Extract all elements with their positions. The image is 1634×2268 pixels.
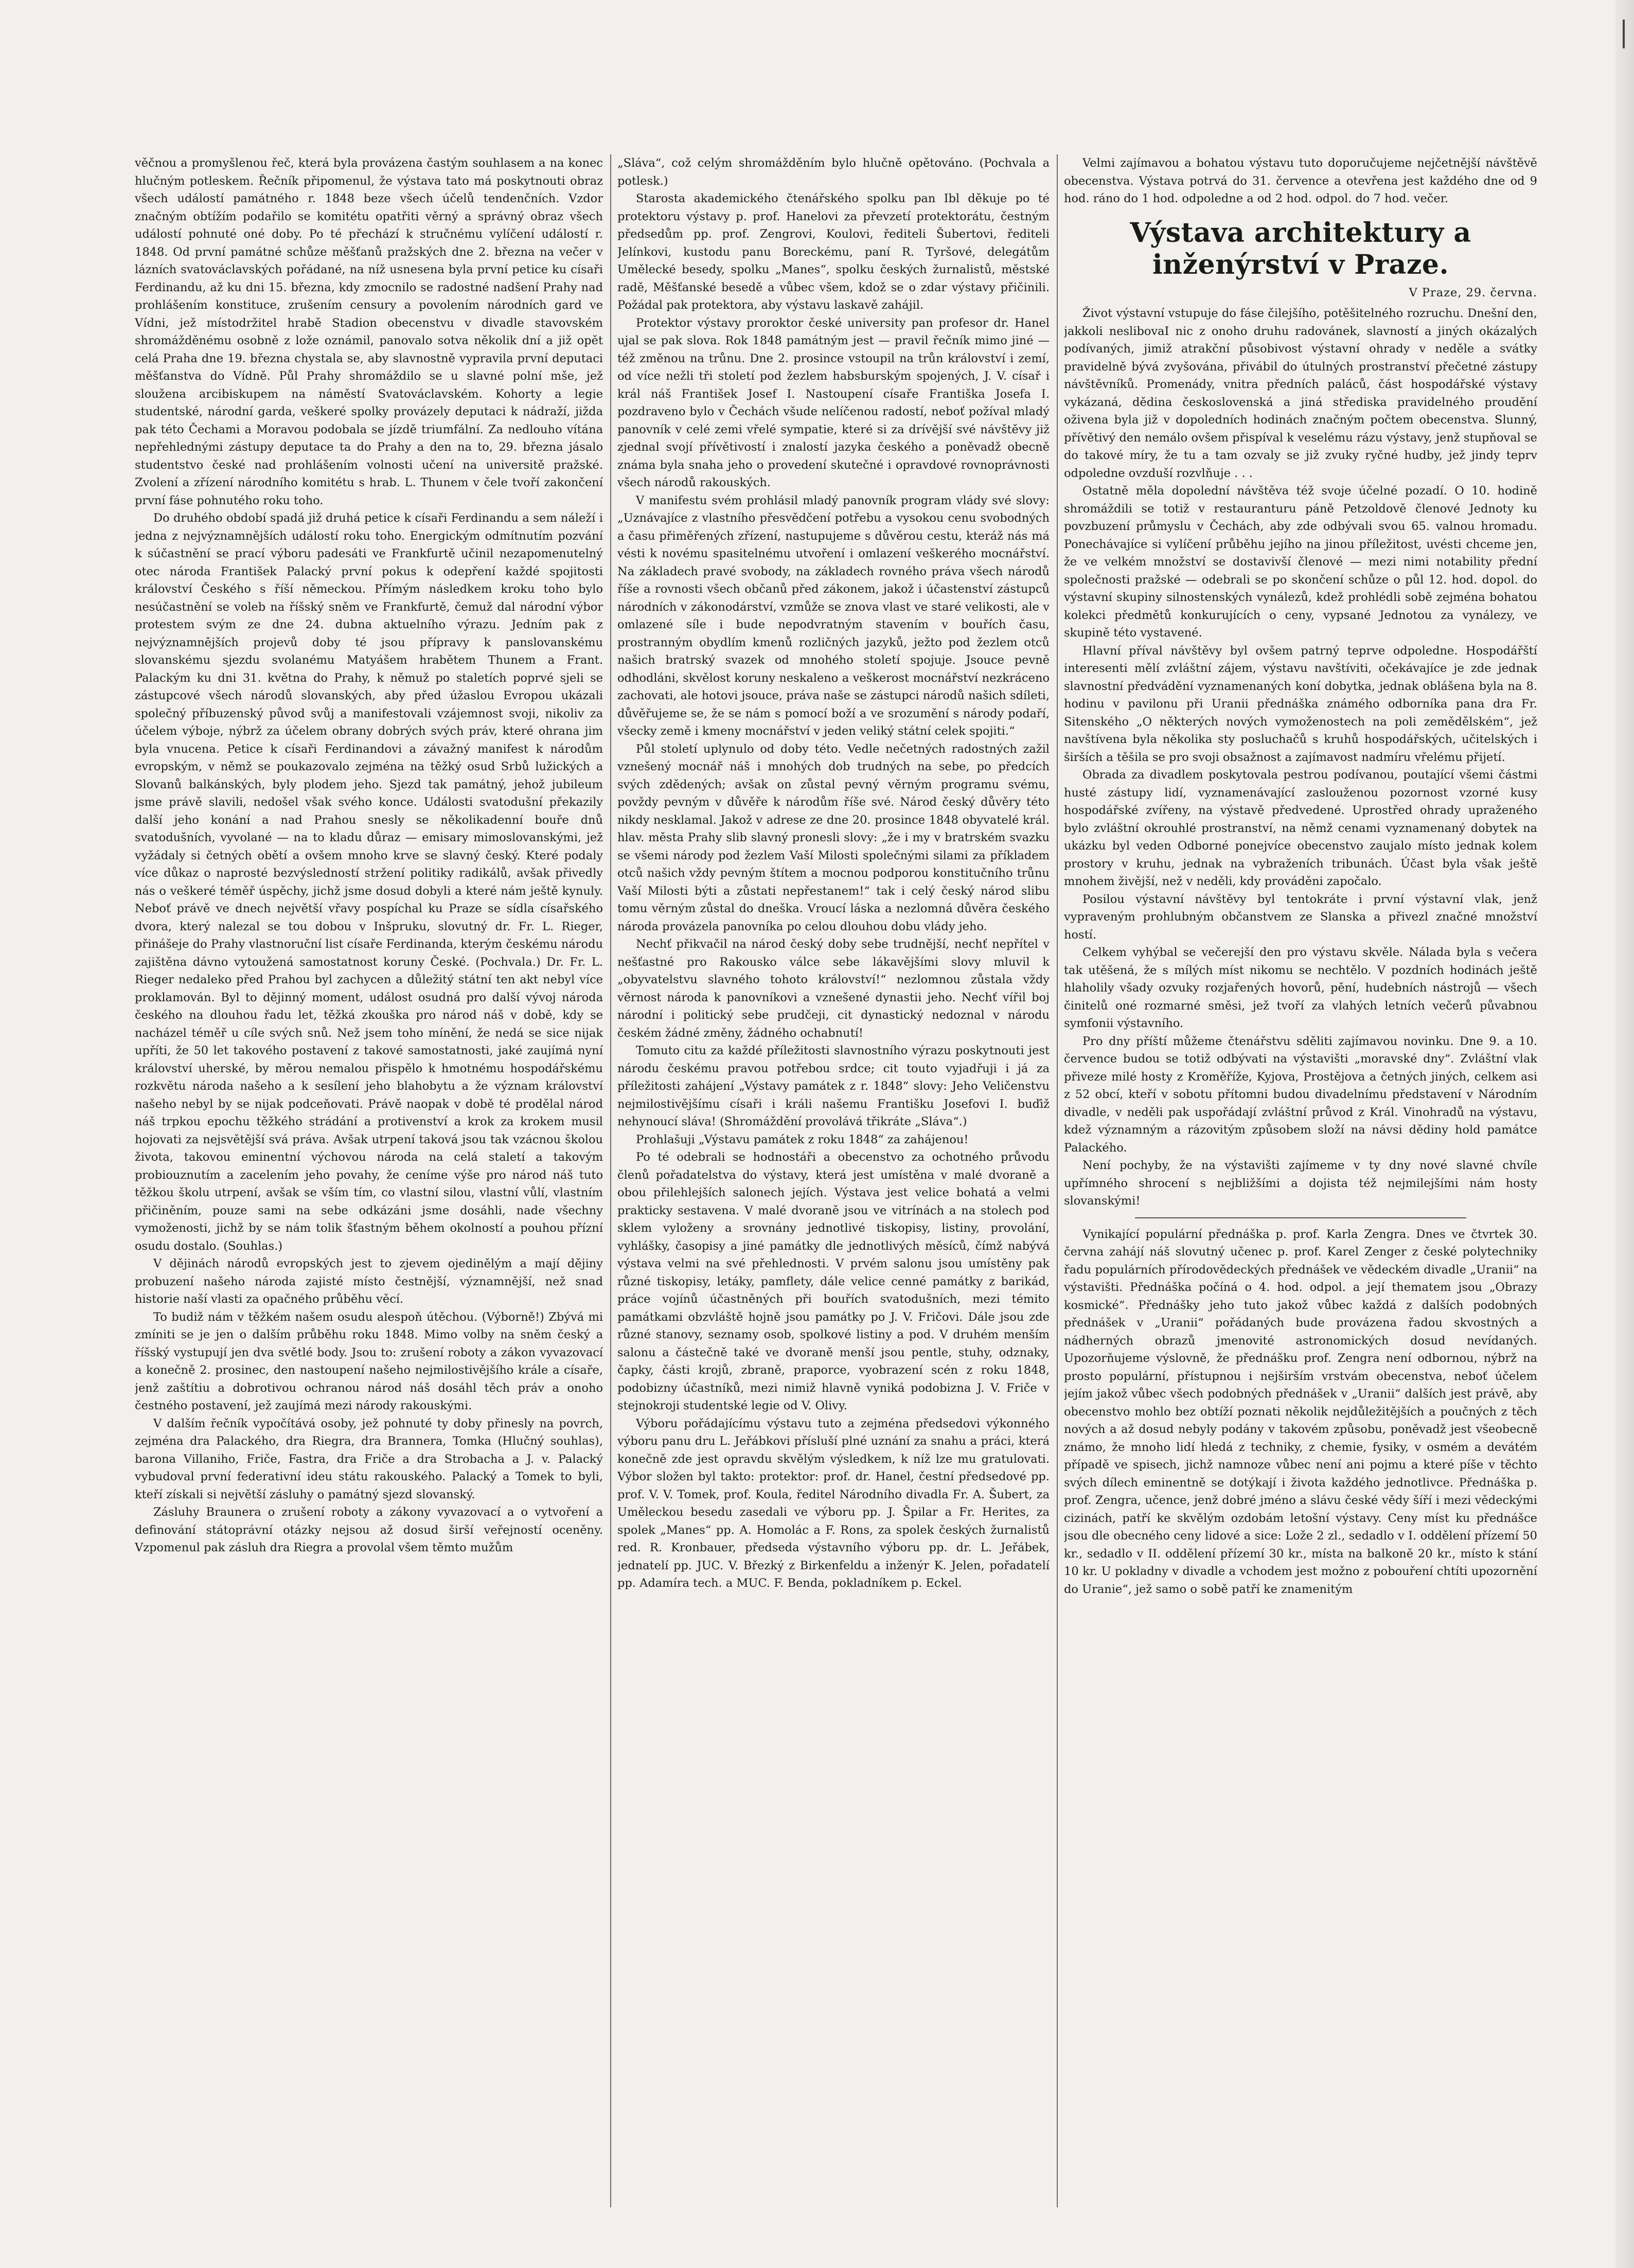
paragraph: Ostatně měla dopolední návštěva též svoje účelné pozadí. O 10. hodině shromáždili se totiž v restauranturu páně Petzoldově členové Jednoty ku povzbuzení průmyslu v Čechách, aby zde odbývali svou 65. valnou hromadu. Ponechávajíce si vylíčení průběhu jejího na jinou příležitost, uvésti chceme jen, že ve velkém množství se dostavivší členové — mezi nimi notability přední společnosti pražské — odebrali se po skončení schůze o půl 12. hod. dopol. do výstavní skupiny silnostenských vynálezů, kdež prohlédli sobě zejména bohatou kolekci předmětů konkurujících o ceny, vypsané Jednotou za vynálezy, ve skupině této vystavené. — [1064, 484, 1537, 640]
article-dateline: V Praze, 29. června. — [1409, 286, 1537, 299]
paragraph: Po té odebrali se hodnostáři a obecenstvo za ochotného průvodu členů pořadatelstva do výstavy, která jest umístěna v malé dvoraně a obou přilehlejších salonech jejích. Výstava jest velice bohatá a velmi prakticky sestavena. V malé dvoraně jsou ve vitrínách a na stolech pod sklem vyloženy a srovnány jednotlivé tiskopisy, listiny, provolání, vyhlášky, časopisy a jiné památky dle jednotlivých měsíců, čímž nabývá výstava velmi na své přehlednosti. V prvém salonu jsou umístěny pak různé tiskopisy, letáky, pamflety, dále velice cenné památky z barikád, práce vojínů účastněných při bouřích svatodušních, mezi témito památkami obzvláště hojně jsou památky po J. V. Fričovi. Dále jsou zde různé stanovy, seznamy osob, spolkové listiny a pod. V druhém menším salonu a částečně také ve dvoraně menší jsou pentle, stuhy, odznaky, čapky, části krojů, zbraně, praporce, vyobrazení scén z roku 1848, podobizny účastníků, mezi nimiž hlavně vyniká podobizna J. V. Friče v stejnokroji studentské legie od V. Olivy. — [617, 1150, 1050, 1412]
article-headline: Výstava architektury a inženýrství v Praze. — [1130, 217, 1471, 280]
paragraph: věčnou a promyšlenou řeč, která byla provázena častým souhlasem a na konec hlučným potleskem. Řečník připomenul, že výstava tato má poskytnouti obraz všech událostí památného r. 1848 beze všech účelů tendenčních. Vzdor značným obtížím podařilo se komitétu opatřiti věrný a správný obraz všech událostí pohnuté oné doby. Po té přechází k stručnému vylíčení událostí r. 1848. Od první památné schůze měšťanů pražských dne 2. března na večer v lázních svatováclavských pořádané, na níž usnesena byla první petice ku císaři Ferdinandu, až ku dni 15. března, kdy zmocnilo se radostné nadšení Prahy nad prohlášením konstituce, zrušením censury a povolením národních gard ve Vídni, jež místodržitel hrabě Stadion obecenstvu v divadle stavovském shromážděnému osobně z lože oznámil, panovalo sotva několik dní a již opět celá Praha dne 19. března chystala se, aby slavnostně vypravila první deputaci měšťanstva do Vídně. Půl Prahy shromáždilo se u slavné polní mše, jež sloužena arcibiskupem na náměstí Svatováclavském. Kohorty a legie studentské, národní garda, veškeré spolky provázely deputaci k nádraží, jižda pak této Čechami a Moravou podobala se jízdě triumfální. Za nedlouho vítána nepřehlednými zástupy deputace ta do Prahy a den na to, 29. března jásalo studentstvo české nad prohlášením volnosti učení na universitě pražské. Zvolení a zřízení národního komitétu s hrab. L. Thunem v čele tvoří zakončení první fáse pohnutého roku toho. — [135, 156, 603, 507]
paragraph: Nechť přikvačil na národ český doby sebe trudnější, nechť nepřítel v nešťastné pro Rakousko válce sebe lákavějšími slovy mluvil k „obyvatelstvu slavného tohoto království!“ nezlomnou zůstala vždy věrnost národa k panovníkovi a vznešené dynastii jeho. Nechť vířil boj národní i politický sebe prudčeji, cit dynastický nedoznal v národu českém žádné změny, žádného ochabnutí! — [617, 937, 1050, 1040]
paragraph: „Sláva“, což celým shromážděním bylo hlučně opětováno. (Pochvala a potlesk.) — [617, 156, 1050, 188]
column-divider — [1057, 154, 1058, 2207]
paragraph: Protektor výstavy proroktor české university pan profesor dr. Hanel ujal se pak slova. Rok 1848 památným jest — pravil řečník mimo jiné — též změnou na trůnu. Dne 2. prosince vstoupil na trůn království i zemí, od více nežli tři století pod žezlem habsburským spojených, J. V. císař i král náš František Josef I. Nastoupení císaře Františka Josefa I. pozdraveno bylo v Čechách všude nelíčenou radostí, neboť požíval mladý panovník v celé zemi vřelé sympatie, které si za drívější své návštěvy již zjednal svojí přívětivostí i znalostí jazyka českého a poněvadž obecně známa byla snaha jeho o provedení skutečné i opravdové rovnoprávnosti všech národů rakouských. — [617, 316, 1050, 489]
edge-mark — [1623, 20, 1625, 48]
paragraph: Pro dny příští můžeme čtenářstvu sděliti zajímavou novinku. Dne 9. a 10. července budou se totiž odbývati na výstavišti „moravské dny“. Zvláštní vlak přiveze milé hosty z Kroměříže, Kyjova, Prostějova a četných jiných, celkem asi z 52 obcí, kteří v sobotu přítomni budou divadelnímu představení v Národním divadle, v neděli pak uspořádají zvláštní průvod z Král. Vinohradů na výstavu, kdež významným a rázovitým způsobem složí na návsi dědiny hold památce Palackého. — [1064, 1034, 1537, 1155]
paragraph: Velmi zajímavou a bohatou výstavu tuto doporučujeme nejčetnější návštěvě obecenstva. Výstava potrvá do 31. července a otevřena jest každého dne od 9 hod. ráno do 1 hod. odpoledne a od 2 hod. odpol. do 7 hod. večer. — [1064, 156, 1537, 205]
section-rule — [1135, 1217, 1466, 1218]
paragraph: Není pochyby, že na výstavišti zajímeme v ty dny nové slavné chvíle upřímného shrocení s nejbližšími a dojista též nejmilejšími nám hosty slovanskými! — [1064, 1159, 1537, 1208]
paragraph: Půl století uplynulo od doby této. Vedle nečetných radostných zažil vznešený mocnář náš i mnohých dob trudných na sebe, po předcích svých zdědených; avšak on zůstal pevný věrným programu svému, povždy pevným v důvěře k národům říše své. Národ český důvěry této nikdy nesklamal. Jakož v adrese ze dne 20. prosince 1848 obyvatelé král. hlav. města Prahy slib slavný pronesli slovy: „že i my v bratrském svazku se všemi národy pod žezlem Vaší Milosti společnými silami za příkladem otců našich vždy pevným štítem a mocnou podporou konstitučního trůnu Vaší Milosti býti a zůstati nepřestanem!“ tak i celý český národ slibu tomu věrným zůstal do dneška. Vroucí láska a nezlomná důvěra českého národa provázela panovníka po celou dlouhou dobu vlády jeho. — [617, 742, 1050, 933]
paragraph: V manifestu svém prohlásil mladý panovník program vlády své slovy: „Uznávajíce z vlastního přesvědčení potřebu a vysokou cenu svobodných a času přiměřených zřízení, nastupujeme s důvěrou cestu, kteráž nás má vésti k novému spasitelnému utvoření i omlazení veškerého mocnářství. Na základech pravé svobody, na základech rovného práva všech národů říše a rovnosti všech občanů před zákonem, jakož i účastenství zástupců národních v zákonodárství, vzmůže se znova vlast ve staré velikosti, ale v omlazené síle i bude nepodvratným stavením v bouřích času, prostranným obydlím kmenů rozličných jazyků, ježto pod žezlem otců našich bratrský svazek od mnohého století spojuje. Jsouce pevně odhodláni, skvělost koruny neskaleno a veškerost mocnářství nezkráceno zachovati, ale hotovi jsouce, práva naše se zástupci národů našich sdíleti, důvěřujeme se, že se nám s pomocí boží a ve srozumění s národy podaří, všecky země i kmeny mocnářství v jeden veliký státní celek spojiti.“ — [617, 493, 1050, 738]
paragraph: Tomuto citu za každé příležitosti slavnostního výrazu poskytnouti jest národu českému pravou potřebou srdce; cit touto vyjadřuji i já za příležitosti zahájení „Výstavy památek z r. 1848“ slovy: Jeho Veličenstvu nejmilostivějšímu císaři i králi našemu Františku Josefovi I. buďiž nehynoucí sláva! (Shromáždění provolává třikráte „Sláva“.) — [617, 1044, 1050, 1128]
paragraph: Starosta akademického čtenářského spolku pan Ibl děkuje po té protektoru výstavy p. prof. Hanelovi za převzetí protektorátu, čestným předsedům pp. prof. Zengrovi, Koulovi, řediteli Šubertovi, řediteli Jelínkovi, kustodu panu Boreckému, paní R. Tyršové, delegátům Umělecké besedy, spolku „Manes“, spolku českých žurnalistů, městské radě, Měšťanské besedě a vůbec všem, kdož se o zdar výstavy přičinili. Požádal pak protektora, aby výstavu laskavě zahájil. — [617, 192, 1050, 312]
paragraph: To budiž nám v těžkém našem osudu alespoň útěchou. (Výborně!) Zbývá mi zmíniti se je jen o dalším průběhu roku 1848. Mimo volby na sněm český a říšský vystupují jen dva světlé body. Jsou to: zrušení roboty a zákon vyvazovací a konečně 2. prosinec, den nastoupení našeho nejmilostivějšího krále a císaře, jenž zaštítiu a dobrotivou ochranou národ náš dosáhl těch práv a onoho čestného postavení, jež zaujímá mezi národy rakouskými. — [135, 1310, 603, 1412]
paragraph: V dějinách národů evropských jest to zjevem ojedinělým a mají dějiny probuzení našeho národa zajisté místo čestnější, významnější, než snad historie naší vlasti za opačného průběhu věcí. — [135, 1257, 603, 1306]
column-divider — [610, 154, 611, 2207]
paragraph: Hlavní příval návštěvy byl ovšem patrný teprve odpoledne. Hospodářští interesenti mělí zvláštní zájem, výstavu navštíviti, očekávajíce je zde jednak slavnostní předvádění vyznamenaných koní dobytka, jednak oblášena byla na 8. hodinu v pavilonu při Uranii přednáška známého odborníka pana dra Fr. Sitenského „O některých nových vymoženostech na poli zemědělském“, jež navštívena byla několika sty posluchačů s kruhů hospodářských, učitelských i širších a těšila se pro svoji obsažnost a zajímavost nadmíru vřelému přijetí. — [1064, 644, 1537, 764]
paragraph: V dalším řečník vypočítává osoby, jež pohnuté ty doby přinesly na povrch, zejména dra Palackého, dra Riegra, dra Brannera, Tomka (Hlučný souhlas), barona Villaniho, Friče, Fastra, dra Friče a dra Strobacha a J. v. Palacký vybudoval první federativní ideu státu rakouského. Palacký a Tomek to byli, kteří získali si největší zásluhy o památný sjezd slovanský. — [135, 1416, 603, 1501]
paragraph: Obrada za divadlem poskytovala pestrou podívanou, poutající všemi částmi husté zástupy lidí, vyznamenávající zaslouženou pozornost vzorné kusy hospodářské zvířeny, na výstavě předvedené. Uprostřed ohrady upraženého bylo zvláštní okrouhlé prostranství, na němž cenami vyznamenaný dobytek na ukázku byl veden Odborné ponejvíce obecenstvo zaujalo místo jednak kolem prostory v kruhu, jednak na vybraženích tribunách. Účast byla však ještě mnohem živější, než v neděli, kdy prováděni započalo. — [1064, 768, 1537, 888]
column-left — [135, 154, 603, 2212]
paragraph: Výboru pořádajícímu výstavu tuto a zejména předsedovi výkonného výboru panu dru L. Jeřábkovi přísluší plné uznání za snahu a práci, která konečně zde jest opravdu skvělým výsledkem, k níž lze mu gratulovati. Výbor složen byl takto: protektor: prof. dr. Hanel, čestní předsedové pp. prof. V. V. Tomek, prof. Koula, ředitel Národního divadla Fr. A. Šubert, za Uměleckou besedu zasedali ve výboru pp. J. Špilar a Fr. Herites, za spolek „Manes“ pp. A. Homolác a F. Rons, za spolek českých žurnalistů red. R. Kronbauer, předseda výstavního výboru pp. dr. L. Jeřábek, jednatelí pp. JUC. V. Březký z Birkenfeldu a inženýr K. Jelen, pořadatelí pp. Adamíra tech. a MUC. F. Benda, pokladníkem p. Eckel. — [617, 1416, 1050, 1590]
paragraph: Posilou výstavní návštěvy byl tentokráte i první výstavní vlak, jenž vypraveným prohlubným občanstvem ze Slanska a přivezl značné množství hostí. — [1064, 892, 1537, 942]
paragraph: Vynikající populární přednáška p. prof. Karla Zengra. Dnes ve čtvrtek 30. června zahájí náš slovutný učenec p. prof. Karel Zenger z české polytechniky řadu populárních přírodovědeckých přednášek ve vědeckém divadle „Uranii“ na výstavišti. Přednáška počíná o 4. hod. odpol. a její thematem jsou „Obrazy kosmické“. Přednášky jeho tuto jakož vůbec každá z dalších podobných přednášek v „Uranii“ pořádaných bude provázena řadou skvostných a nádherných obrazů jmenovité astronomických dosud nevídaných. Upozorňujeme výslovně, že přednášku prof. Zengra není odbornou, nýbrž na prosto populární, přístupnou i nejširším vrstvám obecenstva, neboť účelem jejím jakož vůbec všech podobných přednášek v „Uranii“ dalších jest právě, aby obecenstvo mohlo bez obtíží poznati několik nejdůležitějších a poučných z těch nových a až dosud nebyly podány v takovém způsobu, poněvadž jest všeobecně známo, že mnoho lidí hledá z techniky, z chemie, fysiky, v osmém a devátém případě ve spisech, jichž namnoze vůbec není ani pojmu a které píše v těchto svých dílech eminentně se dotýkají i života každého jednotlivce. Přednáška p. prof. Zengra, učence, jenž dobré jméno a slávu české vědy šíří i mezi vědeckými cizinách, patří ke skvělým ozdobám letošní výstavy. Ceny míst ku přednášce jsou dle obecného ceny lidové a sice: Lože 2 zl., sedadlo v I. oddělení přízemí 50 kr., sedadlo v II. oddělení přízemí 30 kr., místa na balkoně 20 kr., místo k stání 10 kr. U pokladny v divadle a vchodem jest možno z pobouření chtíti upozornění do Uranie“, jež samo o sobě patří ke znamenitým — [1064, 1227, 1537, 1596]
paragraph: Do druhého období spadá již druhá petice k císaři Ferdinandu a sem náleží i jedna z nejvýznamnějších událostí roku toho. Energickým odmítnutím pozvání k súčastnění se prací výboru padesáti ve Frankfurtě učinil nezapomenutelný otec národa František Palacký první pokus k odepření každé spojitosti království Českého s říší německou. Přímým následkem kroku toho bylo nesúčastnění se voleb na říšský sněm ve Frankfurtě, čemuž dal národní výbor protestem svým ze dne 24. dubna aktuelního výrazu. Jedním pak z nejvýznamnějších projevů doby té jsou přípravy k panslovanskému slovanskému sjezdu svolanému Matyášem hrabětem Thunem a Frant. Palackým ku dni 31. května do Prahy, k němuž po staletích poprvé sjeli se zástupcové všech národů slovanských, aby před úžaslou Evropou ukázali společný příbuzenský původ svůj a manifestovali vzájemnost svoji, nikoliv za účelem výboje, nýbrž za účelem obrany dobrých svých práv, které ohrana jim byla vnucena. Petice k císaři Ferdinandovi a závažný manifest k národům evropským, v němž se poukazovalo zejména na těžký osud Srbů lužických a Slovanů balkánských, byly plodem jeho. Sjezd tak památný, jehož jubileum jsme právě slavili, nedošel však svého konce. Události svatodušní překazily další jeho konání a nad Prahou snesly se několikadenní bouře dnů svatodušních, vyvolané — na to kladu důraz — emisary mimoslovanskými, jež vyžádaly si četných obětí a ovšem mnoho krve se slavný český. Které podaly více důkaz o naprosté bezvýsledností stržení politiky radikálů, avšak přivedly nás o veškeré téměř úspěchy, jichž jsme dosud dobyli a které nám ještě kynuly. Neboť právě ve dnech největší vřavy pospíchal ku Praze se sídla císařského dvora, který nalezal se tou dobou v Inšpruku, slovutný dr. Fr. L. Rieger, přinášeje do Prahy vlastnoruční list císaře Ferdinanda, kterým českému národu zajištěna dávno vytoužená samostatnost koruny České. (Pochvala.) Dr. Fr. L. Rieger nedaleko před Prahou byl zachycen a důležitý státní ten akt nebyl více proklamován. Byl to dějinný moment, událost osudná pro další vývoj národa českého na dlouhou řadu let, těžká zkouška pro národ náš v době, kdy se nacházel téměř u cíle svých snů. Než jsem toho mínění, že nedá se sice nijak upříti, že 50 let takového postavení z takové samostatnosti, jaké zaujímá nyní království uherské, by měrou nemalou přispělo k hmotnému hospodářskému rozkvětu národa našeho a k sesílení jeho blahobytu a že význam království našeho nebyl by se nijak podceňovati. Právě naopak v době té prodělal národ náš trpkou epochu těžkého strádání a protivenství a krok za krokem musil hojovati za nejsvětější svá práva. Avšak utrpení taková jsou tak vzácnou školou života, takovou eminentní výchovou národa na celá staletí a takovým probiouznutím a zacelením jeho povahy, že ceníme výše pro národ náš tuto těžkou školu utrpení, avšak se vším tím, co vlastní silou, vlastní vůlí, vlastním přičiněním, pouze sami na sebe odkázáni jsme dosáhli, nade všechny vymoženosti, jichž by se nám tolik šťastným během okolností a pouhou přízní osudu dostalo. (Souhlas.) — [135, 511, 603, 1253]
paragraph: Prohlašuji „Výstavu památek z roku 1848“ za zahájenou! — [636, 1132, 969, 1146]
column-middle — [617, 154, 1050, 2212]
paragraph: Celkem vyhýbal se večerejší den pro výstavu skvěle. Nálada byla s večera tak utěšená, že s mílých míst nikomu se nechtělo. V pozdních hodinách ještě hlaholily všady ozvuky rozjařených hovorů, pění, hudebních nástrojů — všech činitelů oné rozmarné směsi, jež tvoří za vlahých letních večerů půvabnou symfonii výstavního. — [1064, 946, 1537, 1030]
paragraph: Život výstavní vstupuje do fáse čilejšího, potěšitelného rozruchu. Dnešní den, jakkoli neslibovaI nic z onoho druhu radovánek, slavností a jiných okázalých podívaných, jimiž atrakční působivost výstavní ohrady v neděle a svátky pravidelně bývá zvyšována, přivábil do útulných prostranství přečetné zástupy návštěvníků. Promenády, vnitra předních paláců, část hospodářské výstavy vykázaná, dědina československá a jiná střediska pravidelného proudění oživena byla již v dopoledních hodinách značným počtem obecenstva. Slunný, přívětivý den nemálo ovšem přispíval k veselému rázu výstavy, jenž stupňoval se do takové míry, že tu a tam ozvaly se již zvuky ryčné hudby, jež jindy teprv odpoledne ovzduší rozvlňuje . . . — [1064, 307, 1537, 480]
paragraph: Zásluhy Braunera o zrušení roboty a zákony vyvazovací a o vytvoření a definování státoprávní otázky nejsou až dosud širší veřejností oceněny. Vzpomenul pak zásluh dra Riegra a provolal všem těmto mužům — [135, 1505, 603, 1554]
column-right — [1064, 154, 1537, 2212]
page-edge — [1615, 0, 1634, 2268]
